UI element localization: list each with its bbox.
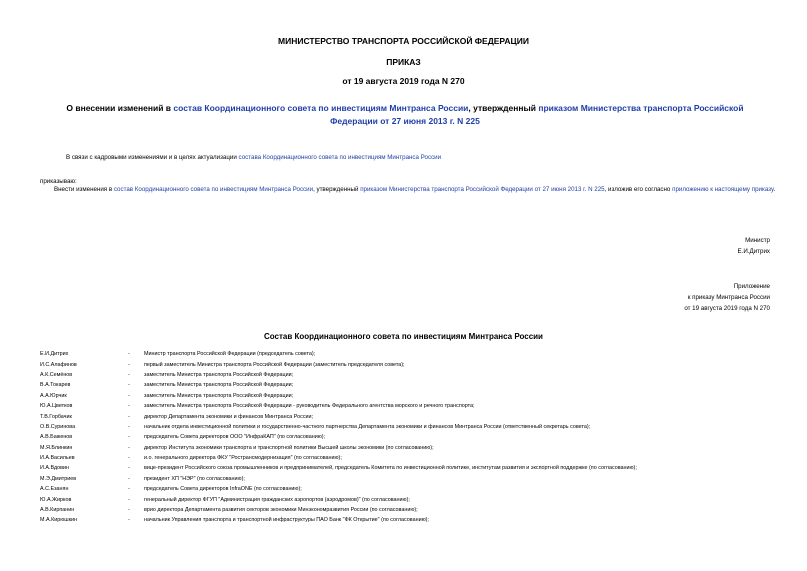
signature-position: Министр [745, 237, 770, 244]
order-text-3: , изложив его согласно [604, 186, 673, 193]
member-role: врио директора Департамента развития секторов экономики Минэкономразвития России (по согласованию); [144, 507, 418, 514]
member-name: А.С.Езанян [40, 486, 69, 493]
member-name: Т.В.Горбачик [40, 413, 72, 420]
member-row [40, 453, 637, 463]
order-text-2: , утвержденный [313, 186, 361, 193]
title-link-order[interactable]: приказом Министерства транспорта Российской Федерации от 27 июня 2013 г. N 225 [330, 103, 744, 126]
member-row [40, 515, 637, 525]
member-dash: - [128, 371, 130, 378]
appendix-ref: к приказу Минтранса России [687, 294, 770, 301]
member-role: председатель Совета директоров InfraONE (по согласованию); [144, 486, 302, 493]
title-link-composition[interactable]: состав Координационного совета по инвестициям Минтранса России [173, 103, 469, 113]
member-row [40, 411, 637, 421]
member-dash: - [128, 413, 130, 420]
order-link-composition[interactable]: состав Координационного совета по инвестициям Минтранса России [113, 186, 314, 193]
member-role: заместитель Министра транспорта Российской Федерации; [144, 382, 294, 389]
member-dash: - [128, 361, 130, 368]
signature-name: Е.И.Дитрих [737, 248, 770, 255]
member-name: М.А.Кирюшкин [40, 517, 77, 524]
member-row [40, 422, 637, 432]
member-row [40, 359, 637, 369]
member-role: заместитель Министра транспорта Российской Федерации; [144, 371, 294, 378]
intro-link-composition[interactable]: состава Координационного совета по инвестициям Минтранса России [238, 154, 442, 161]
member-row [40, 474, 637, 484]
member-name: Е.И.Дитрих [40, 351, 69, 358]
member-row [40, 494, 637, 504]
member-name: А.А.Юрчик [40, 392, 67, 399]
member-dash: - [128, 455, 130, 462]
appendix-label: Приложение [733, 283, 770, 290]
title-text-2: , утвержденный [468, 103, 539, 113]
member-role: заместитель Министра транспорта Российской Федерации; [144, 392, 294, 399]
member-name: О.В.Суринова [40, 423, 76, 430]
member-dash: - [128, 403, 130, 410]
member-role: начальник отдела инвестиционной политики и государственно-частного партнерства Департамента экономики и финансов Минтранса России (ответственный секретарь совета); [144, 423, 591, 430]
order-text-1: Внести изменения в [54, 186, 114, 193]
ministry-header: МИНИСТЕРСТВО ТРАНСПОРТА РОССИЙСКОЙ ФЕДЕРАЦИИ [278, 36, 529, 46]
member-name: М.Я.Блинкин [40, 444, 73, 451]
member-name: М.Э.Дмитриев [40, 475, 77, 482]
member-dash: - [128, 517, 130, 524]
member-role: вице-президент Российского союза промышленников и предпринимателей, председатель Комитета по инвестиционной политике, институтам развития и экспортной поддержке (по согласованию); [144, 465, 637, 472]
member-dash: - [128, 486, 130, 493]
document-title [60, 102, 750, 128]
member-row [40, 484, 637, 494]
appendix-date: от 19 августа 2019 года N 270 [684, 305, 770, 312]
member-row [40, 401, 637, 411]
member-dash: - [128, 351, 130, 358]
member-row [40, 380, 637, 390]
member-role: генеральный директор ФГУП "Администрация гражданских аэропортов (аэродромов)" (по согласованию); [144, 496, 410, 503]
order-text-4: . [773, 186, 776, 193]
appendix-block [600, 281, 770, 314]
member-dash: - [128, 475, 130, 482]
member-dash: - [128, 465, 130, 472]
member-role: президент ХП "НЭР" (по согласованию); [144, 475, 245, 482]
member-row [40, 505, 637, 515]
member-name: Ю.А.Цветков [40, 403, 73, 410]
member-dash: - [128, 423, 130, 430]
member-role: директор Института экономики транспорта и транспортной политики Высшей школы экономики (по согласованию); [144, 444, 434, 451]
member-role: председатель Совета директоров ООО "ИнфраКАП" (по согласованию); [144, 434, 326, 441]
member-row [40, 443, 637, 453]
member-role: Министр транспорта Российской Федерации (председатель совета); [144, 351, 316, 358]
member-name: Ю.А.Жирков [40, 496, 72, 503]
member-name: И.А.Вдовин [40, 465, 69, 472]
member-dash: - [128, 434, 130, 441]
members-table [40, 349, 637, 526]
member-row [40, 463, 637, 473]
member-row [40, 391, 637, 401]
member-row [40, 370, 637, 380]
member-role: заместитель Министра транспорта Российской Федерации - руководитель Федерального агентства морского и речного транспорта; [144, 403, 475, 410]
doc-date-number: от 19 августа 2019 года N 270 [342, 76, 465, 86]
order-word: приказываю: [40, 178, 77, 185]
intro-text: В связи с кадровыми изменениями и в целях актуализации [66, 154, 239, 161]
member-dash: - [128, 507, 130, 514]
composition-title: Состав Координационного совета по инвестициям Минтранса России [264, 332, 543, 341]
doc-type: ПРИКАЗ [386, 57, 421, 67]
order-paragraph [40, 184, 780, 195]
member-dash: - [128, 496, 130, 503]
order-link-appendix[interactable]: приложению к настоящему приказу [672, 186, 774, 193]
member-dash: - [128, 392, 130, 399]
member-dash: - [128, 444, 130, 451]
title-text-1: О внесении изменений в [66, 103, 174, 113]
order-link-order[interactable]: приказом Министерства транспорта Российской Федерации от 27 июня 2013 г. N 225 [360, 186, 605, 193]
member-name: И.А.Васильев [40, 455, 75, 462]
member-name: В.А.Токарев [40, 382, 71, 389]
member-row [40, 349, 637, 359]
member-role: начальник Управления транспорта и транспортной инфраструктуры ПАО Банк "ФК Открытие" (по согласованию); [144, 517, 429, 524]
intro-paragraph [66, 152, 441, 163]
member-name: А.В.Баженов [40, 434, 73, 441]
members-table-body [40, 349, 637, 526]
member-row [40, 432, 637, 442]
member-role: первый заместитель Министра транспорта Российской Федерации (заместитель председателя совета); [144, 361, 405, 368]
signature-block [600, 235, 770, 257]
member-role: директор Департамента экономики и финансов Минтранса России; [144, 413, 314, 420]
member-name: А.К.Семёнов [40, 371, 73, 378]
member-name: А.В.Кирпанин [40, 507, 75, 514]
member-dash: - [128, 382, 130, 389]
member-name: И.С.Алафинов [40, 361, 77, 368]
member-role: и.о. генерального директора ФКУ "Ространсмодернизация" (по согласованию); [144, 455, 342, 462]
